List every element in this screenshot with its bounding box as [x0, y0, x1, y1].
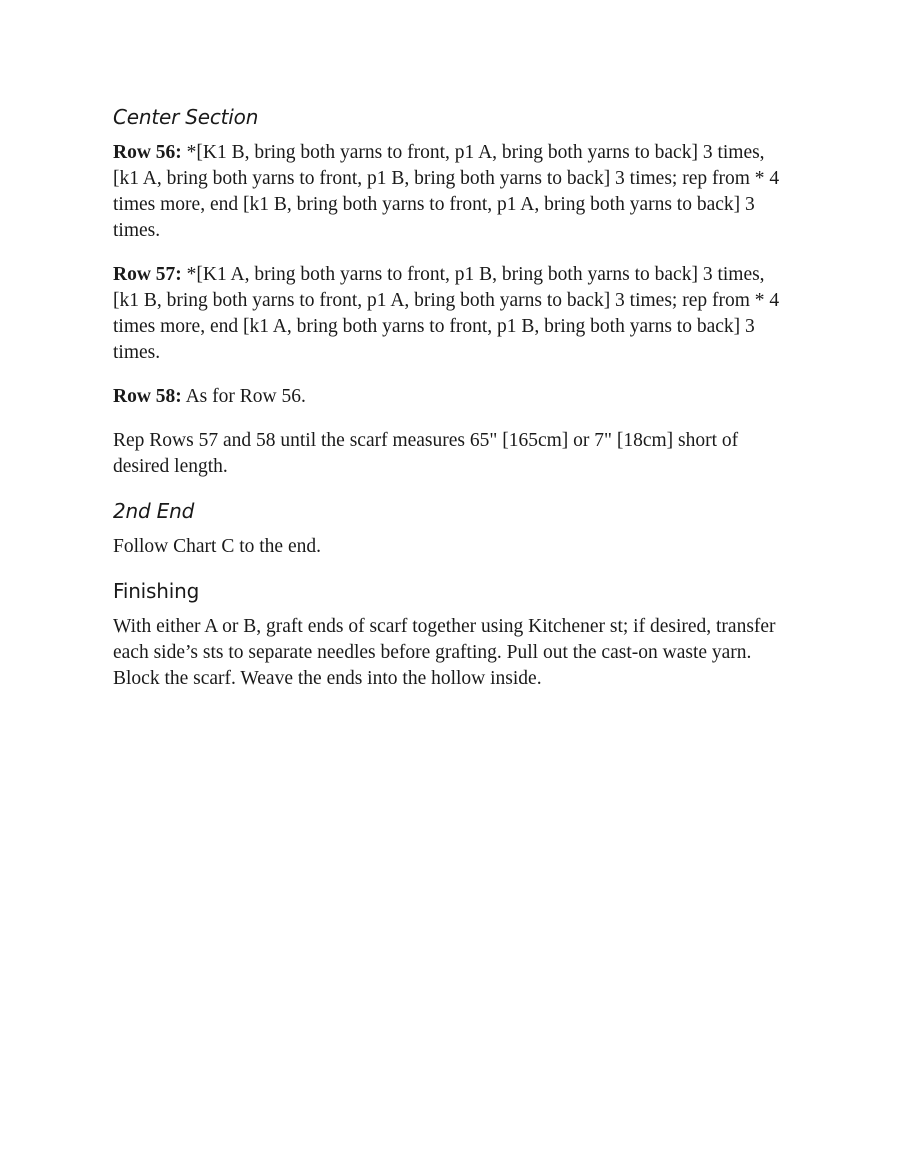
row-58-label: Row 58:: [113, 386, 182, 407]
row-56-instruction: [113, 140, 793, 244]
finishing-heading: Finishing: [113, 579, 200, 603]
finishing-text: With either A or B, graft ends of scarf together using Kitchener st; if desired, transfer each side’s sts to separate needles before grafting. Pull out the cast-on waste yarn. Block the scarf. Weave the ends into the hollow inside.: [113, 616, 776, 689]
row-56-text: *[K1 B, bring both yarns to front, p1 A, bring both yarns to back] 3 times, [k1 A, bring both yarns to front, p1 B, bring both yarns to back] 3 times; rep from * 4 times more, end [k1 B, bring both yarns to front, p1 A, bring both yarns to back] 3 times.: [113, 142, 780, 241]
row-57-instruction: [113, 262, 793, 366]
repeat-instruction: Rep Rows 57 and 58 until the scarf measures 65" [165cm] or 7" [18cm] short of desired length.: [113, 430, 739, 477]
second-end-heading: 2nd End: [113, 499, 195, 523]
second-end-text: Follow Chart C to the end.: [113, 536, 321, 557]
document-page: [113, 100, 793, 692]
row-56-label: Row 56:: [113, 142, 182, 163]
row-57-label: Row 57:: [113, 264, 182, 285]
center-section-heading: Center Section: [113, 105, 259, 129]
row-57-text: *[K1 A, bring both yarns to front, p1 B, bring both yarns to back] 3 times, [k1 B, bring both yarns to front, p1 A, bring both yarns to back] 3 times; rep from * 4 times more, end [k1 A, bring both yarns to front, p1 B, bring both yarns to back] 3 times.: [113, 264, 780, 363]
row-58-text: As for Row 56.: [181, 386, 306, 407]
row-58-instruction: [113, 384, 793, 410]
